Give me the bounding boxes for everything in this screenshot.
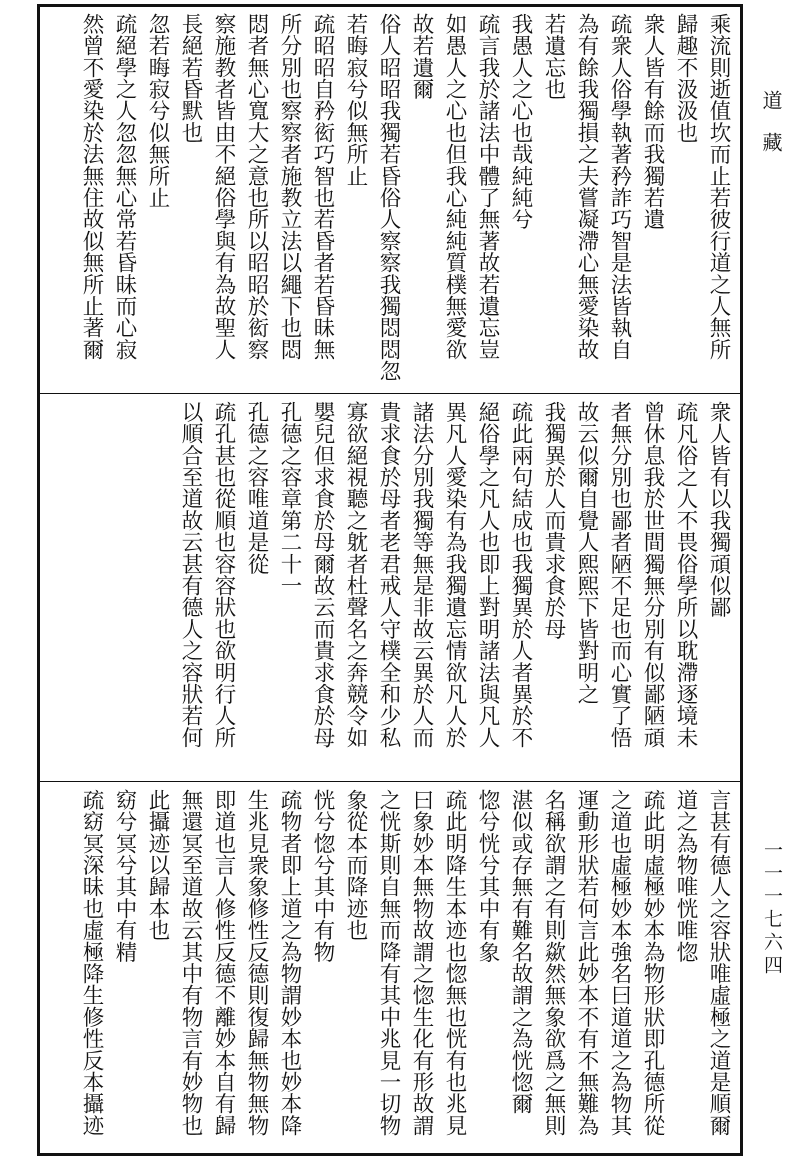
text-column: 乘流則逝值坎而止若彼行道之人無所	[706, 13, 731, 361]
text-column: 衆人皆有餘而我獨若遺	[640, 13, 665, 230]
text-column: 疏言我於諸法中體了無著故若遺忘豈	[475, 13, 500, 361]
panel-divider-1	[40, 393, 740, 394]
text-column: 疏孔甚也從順也容容狀也欲明行人所	[211, 401, 236, 749]
text-column: 曰象妙本無物故謂之惚生化有形故謂	[409, 789, 434, 1137]
text-column: 恍兮惚兮其中有物	[310, 789, 335, 963]
panel-bottom	[40, 783, 740, 1153]
text-column: 若遺忘也	[541, 13, 566, 100]
text-column: 運動形狀若何言此妙本不有不無難為	[574, 789, 599, 1137]
text-column: 疏衆人俗學執著矜詐巧智是法皆執自	[607, 13, 632, 361]
text-column: 我愚人之心也哉純純兮	[508, 13, 533, 230]
text-column: 疏物者即上道之為物謂妙本也妙本降	[277, 789, 302, 1137]
text-column: 疏此明降生本迹也惚無也恍有也兆見	[442, 789, 467, 1137]
text-column: 絕俗學之凡人也即上對明諸法與凡人	[475, 401, 500, 749]
text-column: 疏絕學之人忽忽無心常若昏昧而心寂	[112, 13, 137, 361]
text-column: 窈兮冥兮其中有精	[112, 789, 137, 963]
text-column: 孔德之容章第二十一	[277, 401, 302, 597]
text-column: 曾休息我於世間獨無分別有似鄙陋頑	[640, 401, 665, 749]
text-columns-middle	[174, 395, 734, 779]
collection-title: 道藏	[759, 90, 783, 174]
text-column: 名稱欲謂之有則歘然無象欲爲之無則	[541, 789, 566, 1137]
text-column: 然曾不愛染於法無住故似無所止著爾	[79, 13, 104, 361]
text-column: 嬰兒但求食於母爾故云而貴求食於母	[310, 401, 335, 749]
text-column: 故若遺爾	[409, 13, 434, 100]
panel-top	[40, 7, 740, 393]
text-column: 此攝迹以歸本也	[145, 789, 170, 941]
text-column: 惚兮恍兮其中有象	[475, 789, 500, 963]
text-column: 道之為物唯恍唯惚	[673, 789, 698, 963]
text-column: 孔德之容唯道是從	[244, 401, 269, 575]
text-column: 長絕若昏默也	[178, 13, 203, 144]
text-column: 疏昭昭自矜衒巧智也若昏者若昏昧無	[310, 13, 335, 361]
text-column: 疏此兩句結成也我獨異於人者異於不	[508, 401, 533, 749]
text-column: 者無分別也鄙者陋不足也而心實了悟	[607, 401, 632, 749]
text-column: 為有餘我獨損之夫嘗凝滯心無愛染故	[574, 13, 599, 361]
text-column: 之道也虛極妙本強名曰道道之為物其	[607, 789, 632, 1137]
text-columns-top	[75, 7, 734, 393]
right-margin	[744, 0, 800, 1164]
text-column: 寡欲絕視聽之躭者杜聲名之奔競令如	[343, 401, 368, 749]
page-frame	[37, 4, 743, 1156]
text-column: 貴求食於母者老君戒人守樸全和少私	[376, 401, 401, 749]
text-column: 悶者無心寬大之意也所以昭昭於衒察	[244, 13, 269, 361]
text-column: 疏此明虛極妙本為物形狀即孔德所從	[640, 789, 665, 1137]
text-column: 察施教者皆由不絕俗學與有為故聖人	[211, 13, 236, 361]
text-column: 歸趣不汲汲也	[673, 13, 698, 144]
panel-middle	[40, 395, 740, 779]
text-column: 湛似或存無有難名故謂之為恍惚爾	[508, 789, 533, 1115]
text-column: 疏窈冥深昧也虛極降生修性反本攝迹	[79, 789, 104, 1137]
text-column: 我獨異於人而貴求食於母	[541, 401, 566, 640]
page-number: 一一一七六四	[761, 840, 783, 978]
text-column: 生兆見衆象修性反德則復歸無物無物	[244, 789, 269, 1137]
text-column: 異凡人愛染有為我獨遺忘情欲凡人於	[442, 401, 467, 749]
text-column: 忽若晦寂兮似無所止	[145, 13, 170, 209]
text-column: 無還冥至道故云其中有物言有妙物也	[178, 789, 203, 1137]
text-column: 以順合至道故云甚有德人之容狀若何	[178, 401, 203, 749]
text-columns-bottom	[75, 783, 734, 1153]
text-column: 疏凡俗之人不畏俗學所以耽滯逐境未	[673, 401, 698, 749]
text-column: 俗人昭昭我獨若昏俗人察察我獨悶悶忽	[376, 13, 401, 382]
text-column: 所分別也察察者施教立法以繩下也悶	[277, 13, 302, 361]
text-column: 如愚人之心也但我心純純質樸無愛欲	[442, 13, 467, 361]
text-column: 言甚有德人之容狀唯虛極之道是順爾	[706, 789, 731, 1137]
text-column: 若晦寂兮似無所止	[343, 13, 368, 187]
text-column: 象從本而降迹也	[343, 789, 368, 941]
text-column: 諸法分別我獨等無是非故云異於人而	[409, 401, 434, 749]
text-column: 故云似爾自覺人熙熙下皆對明之	[574, 401, 599, 705]
text-column: 之恍斯則自無而降有其中兆見一切物	[376, 789, 401, 1137]
panel-divider-2	[40, 781, 740, 782]
text-column: 衆人皆有以我獨頑似鄙	[706, 401, 731, 618]
text-column: 即道也言人修性反德不離妙本自有歸	[211, 789, 236, 1137]
